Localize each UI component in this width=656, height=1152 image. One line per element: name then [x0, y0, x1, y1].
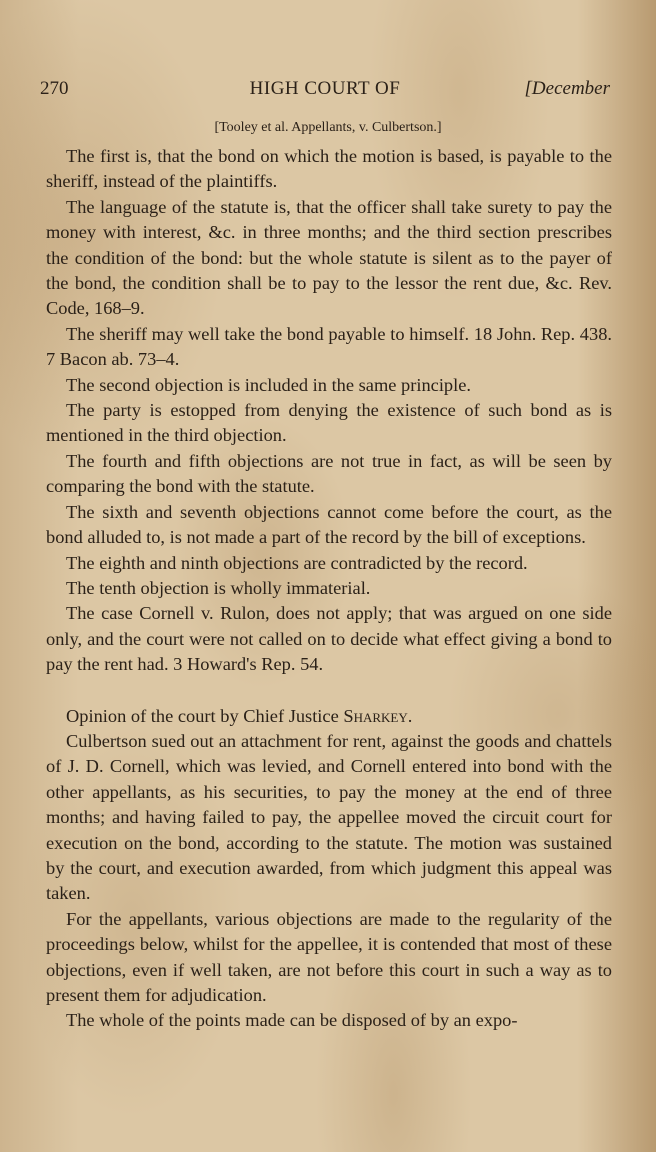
paragraph: The tenth objection is wholly immaterial.: [66, 577, 371, 598]
paragraph: The party is estopped from denying the existence of such bond as is mentioned in the third objection.: [46, 400, 612, 446]
paragraph: The second objection is included in the same principle.: [66, 374, 471, 395]
section-spacer: [46, 678, 612, 704]
opinion-heading: [46, 704, 612, 729]
paragraph: The eighth and ninth objections are contradicted by the record.: [66, 552, 528, 573]
header-month: [December: [524, 78, 610, 99]
paragraph: For the appellants, various objections are made to the regularity of the proceedings below, whilst for the appellee, it is contended that most of these objections, even if well taken, are not before this court in such a way as to present them for adjudication.: [46, 908, 612, 1005]
paragraph: The language of the statute is, that the officer shall take surety to pay the money with interest, &c. in three months; and the third section prescribes the condition of the bond: but the whole statute is silent as to the payer of the bond, the condition shall be to pay to the lessor the rent due, &c. Rev. Code, 168–9.: [46, 196, 612, 319]
paragraph: The first is, that the bond on which the motion is based, is payable to the sheriff, instead of the plaintiffs.: [46, 146, 612, 192]
paragraph: The sheriff may well take the bond payable to himself. 18 John. Rep. 438. 7 Bacon ab. 73–4.: [46, 323, 612, 370]
justice-name: Sharkey.: [343, 705, 413, 726]
paragraph: Culbertson sued out an attachment for rent, against the goods and chattels of J. D. Cornell, which was levied, and Cornell entered into bond with the other appellants, as his securities, to pay the money at the end of three months; and having failed to pay, the appellee moved the circuit court for execution on the bond, according to the statute. The motion was sustained by the court, and execution awarded, from which judgment this appeal was taken.: [46, 730, 612, 904]
page-number: 270: [40, 78, 69, 99]
header-title: HIGH COURT OF: [249, 78, 401, 99]
paragraph: The fourth and fifth objections are not true in fact, as will be seen by comparing the bond with the statute.: [46, 450, 612, 497]
paragraph: The whole of the points made can be disposed of by an expo-: [66, 1010, 518, 1031]
case-caption: [Tooley et al. Appellants, v. Culbertson.]: [214, 120, 442, 135]
paragraph: The case Cornell v. Rulon, does not apply; that was argued on one side only, and the court were not called on to decide what effect giving a bond to pay the rent had. 3 Howard's Rep. 54.: [46, 603, 612, 675]
opinion-intro: Opinion of the court by Chief Justice: [66, 705, 339, 726]
paragraph: The sixth and seventh objections cannot come before the court, as the bond alluded to, is not made a part of the record by the bill of exceptions.: [46, 501, 612, 548]
page-body: [46, 144, 612, 1034]
running-header: [40, 78, 610, 104]
